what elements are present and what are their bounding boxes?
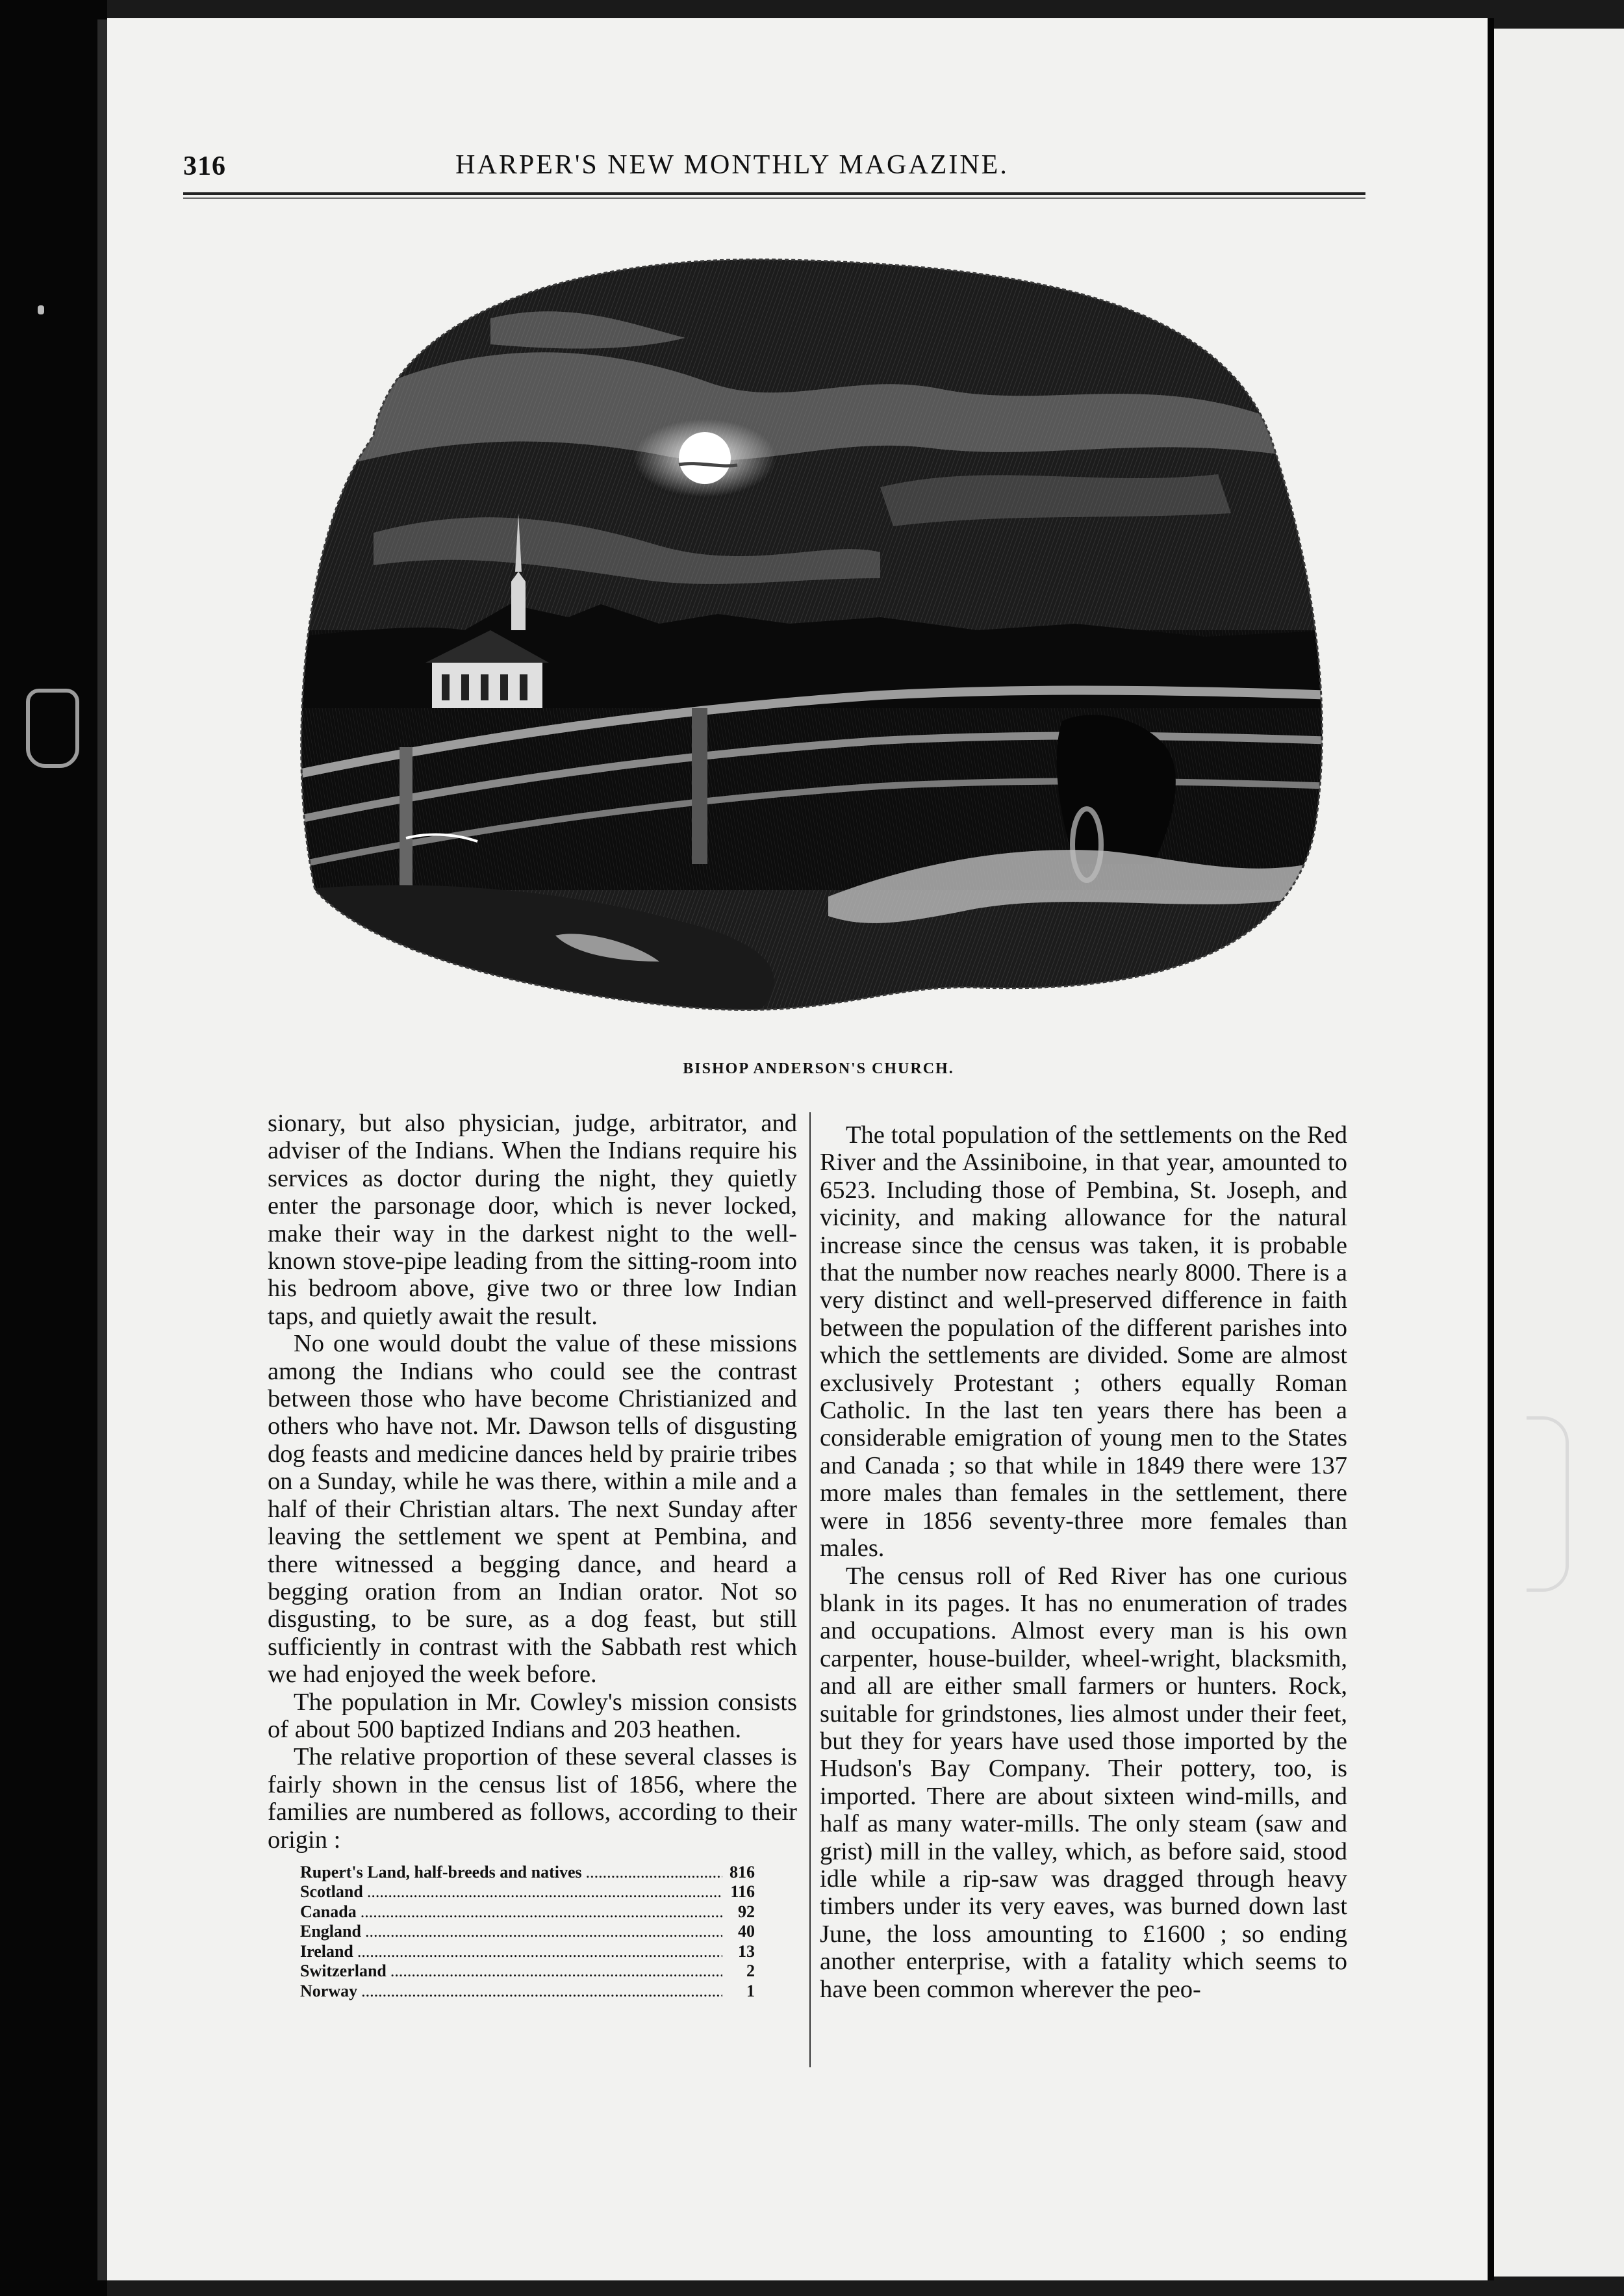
origin-name: England bbox=[300, 1922, 361, 1941]
origin-table bbox=[300, 1863, 755, 2002]
origin-count: 13 bbox=[738, 1941, 755, 1961]
running-title: HARPER'S NEW MONTHLY MAGAZINE. bbox=[455, 150, 1009, 180]
origin-row bbox=[300, 1942, 755, 1962]
page-edge-shadow bbox=[1488, 18, 1494, 2280]
origin-count: 816 bbox=[730, 1862, 755, 1881]
origin-count: 40 bbox=[738, 1922, 755, 1941]
scan-margin-mark bbox=[26, 689, 79, 768]
book-gutter bbox=[97, 19, 108, 2280]
leader-dots bbox=[367, 1882, 722, 1902]
origin-count: 92 bbox=[738, 1902, 755, 1921]
leader-dots bbox=[361, 1982, 722, 2002]
paragraph: The census roll of Red River has one curious blank in its pages. It has no enumeration of trades and occupations. Almost every man is his own carpenter, house-builder, wheel-wright, blacksmith, and all are either small farmers or hunters. Rock, suitable for grindstones, lies almost under their feet, but they for years have used those imported by the Hudson's Bay Company. Their pottery, too, is imported. There are about sixteen wind-mills, and half as many water-mills. The only steam (saw and grist) mill in the valley, which, as before said, stood idle while a rip-saw was dragged through heavy timbers under its very eaves, was burned down last June, the loss amounting to £1600 ; so ending another enterprise, with a fatality which seems to have been common wherever the peo- bbox=[820, 1562, 1347, 2003]
leader-dots bbox=[361, 1902, 722, 1922]
origin-count: 1 bbox=[746, 1981, 755, 2000]
paragraph: The total population of the settlements on the Red River and the Assiniboine, in that year, amounted to 6523. Including those of Pembina, St. Joseph, and vicinity, and making allowance for the natural increase since the census was taken, it is probable that the number now reaches nearly 8000. There is a very distinct and well-preserved difference in faith between the population of the different parishes into which the settlements are divided. Some are almost exclusively Protestant ; others equally Roman Catholic. In the last ten years there has been a considerable emigration of young men to the States and Canada ; so that while in 1849 there were 137 more males than females in the settlement, there were in 1856 seventy-three more females than males. bbox=[820, 1121, 1347, 1563]
paragraph: No one would doubt the value of these missions among the Indians who could see the contrast between those who have become Christianized and others who have not. Mr. Dawson tells of disgusting dog feasts and medicine dances held by prairie tribes on a Sunday, while he was there, within a mile and a half of their Christian altars. The next Sunday after leaving the settlement we spent at Pembina, and there witnessed a begging dance, and heard a begging oration from an Indian orator. Not so disgusting, to be sure, as a dog feast, but still sufficiently in contrast with the Sabbath rest which we had enjoyed the week before. bbox=[268, 1330, 797, 1689]
origin-row bbox=[300, 1882, 755, 1902]
column-divider bbox=[809, 1112, 811, 2067]
facing-page-edge bbox=[1494, 29, 1624, 2277]
origin-name: Scotland bbox=[300, 1882, 363, 1902]
origin-count: 2 bbox=[746, 1961, 755, 1981]
margin-pencil-mark bbox=[1527, 1416, 1569, 1592]
origin-row bbox=[300, 1961, 755, 1982]
leader-dots bbox=[357, 1942, 722, 1962]
leader-dots bbox=[390, 1961, 722, 1982]
scan-speck bbox=[38, 305, 44, 314]
origin-name: Switzerland bbox=[300, 1961, 387, 1981]
paragraph: sionary, but also physician, judge, arbitrator, and adviser of the Indians. When the Indians require his services as doctor during the night, they quietly enter the parsonage door, which is never locked, make their way in the darkest night to the well-known stove-pipe leading from the sitting-room into his bedroom above, give two or three low Indian taps, and quietly await the result. bbox=[268, 1110, 797, 1330]
origin-row bbox=[300, 1982, 755, 2002]
origin-name: Ireland bbox=[300, 1941, 353, 1961]
left-column bbox=[268, 1110, 797, 2001]
origin-name: Norway bbox=[300, 1981, 358, 2000]
church-engraving bbox=[296, 240, 1335, 1040]
leader-dots bbox=[586, 1863, 722, 1883]
page-header bbox=[183, 142, 1365, 187]
right-column bbox=[820, 1121, 1347, 2003]
origin-count: 116 bbox=[730, 1882, 755, 1902]
origin-row bbox=[300, 1863, 755, 1883]
page-number: 316 bbox=[183, 151, 226, 181]
header-rule-thin bbox=[183, 198, 1365, 199]
paragraph: The population in Mr. Cowley's mission consists of about 500 baptized Indians and 203 heathen. bbox=[268, 1688, 797, 1743]
origin-name: Rupert's Land, half-breeds and natives bbox=[300, 1862, 582, 1881]
figure-caption: BISHOP ANDERSON'S CHURCH. bbox=[683, 1060, 954, 1077]
origin-row bbox=[300, 1922, 755, 1942]
scan-border-left bbox=[0, 0, 107, 2296]
paragraph: The relative proportion of these several classes is fairly shown in the census list of 1856, where the families are numbered as follows, according to their origin : bbox=[268, 1743, 797, 1854]
origin-row bbox=[300, 1902, 755, 1922]
origin-name: Canada bbox=[300, 1902, 357, 1921]
leader-dots bbox=[365, 1922, 722, 1942]
header-rule bbox=[183, 192, 1365, 195]
